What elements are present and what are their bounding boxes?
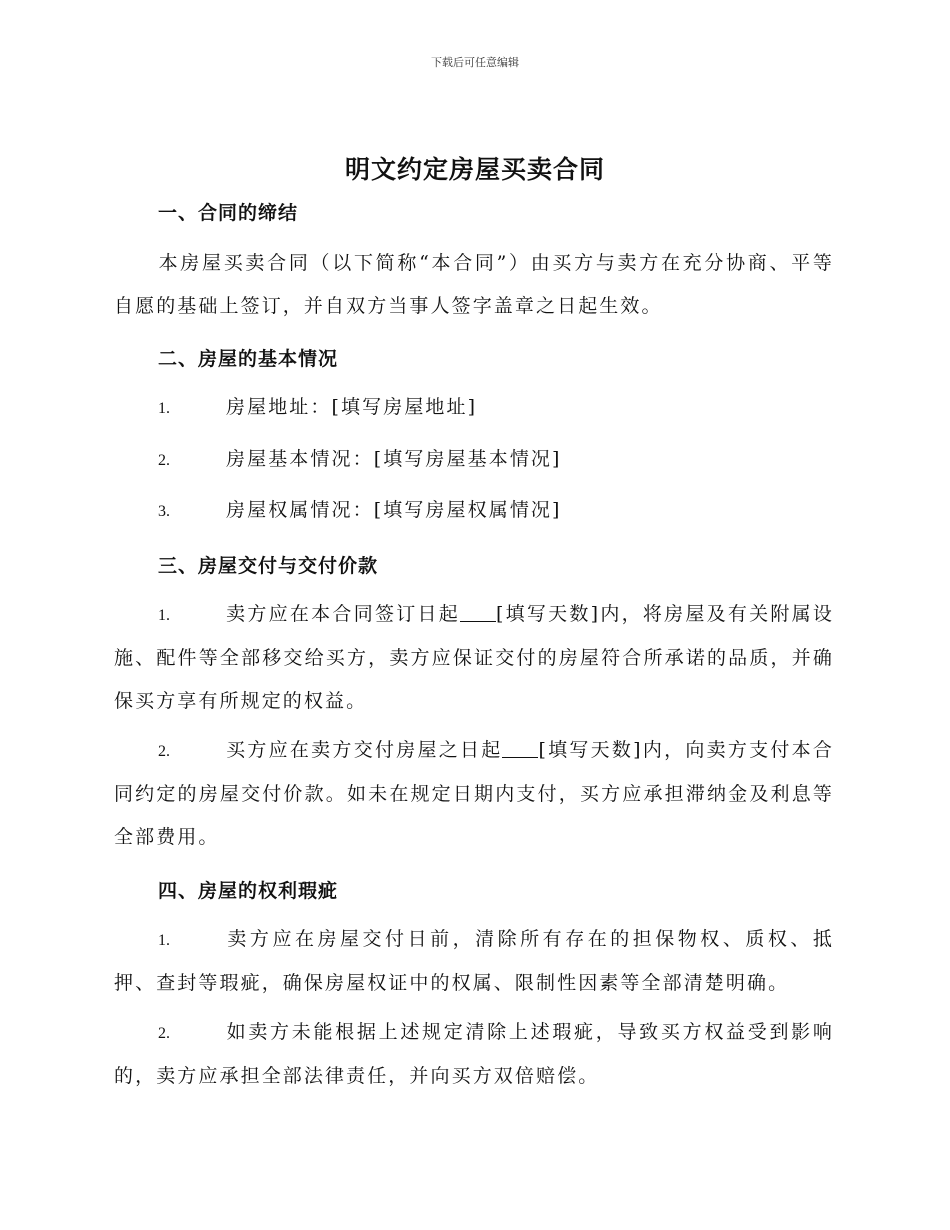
item-number: 2. <box>158 452 170 469</box>
fill-in-blank <box>502 739 538 758</box>
item-text-after-blank: [填写天数]内，将房屋及有关附属设施、配件等全部移交给买方，卖方应保证交付的房屋符合所承诺的品质，并确保买方享有所规定的权益。 <box>114 603 835 712</box>
item-text-before-blank: 买方应在卖方交付房屋之日起 <box>226 739 503 761</box>
section-4-item-2 <box>114 1011 834 1098</box>
section-1-paragraph-text: 本房屋买卖合同（以下简称“本合同”）由买方与卖方在充分协商、平等自愿的基础上签订，并自双方当事人签字盖章之日起生效。 <box>114 252 834 317</box>
item-text: 卖方应在房屋交付日前，清除所有存在的担保物权、质权、抵押、查封等瑕疵，确保房屋权证中的权属、限制性因素等全部清楚明确。 <box>114 928 834 994</box>
section-3-item-2 <box>114 729 834 859</box>
item-number: 1. <box>158 400 170 417</box>
section-heading-1: 一、合同的缔结 <box>158 202 299 224</box>
item-text: 如卖方未能根据上述规定清除上述瑕疵，导致买方权益受到影响的，卖方应承担全部法律责任，并向买方双倍赔偿。 <box>114 1021 834 1087</box>
section-2-item-1 <box>114 386 834 430</box>
section-3-item-1 <box>114 593 834 723</box>
section-heading-2: 二、房屋的基本情况 <box>158 348 339 370</box>
section-2-item-2 <box>114 438 834 482</box>
item-text-before-blank: 卖方应在本合同签订日起 <box>226 603 460 625</box>
section-4-item-1 <box>114 918 834 1005</box>
item-text: 房屋基本情况：[填写房屋基本情况] <box>226 448 562 470</box>
section-1-paragraph <box>114 242 834 328</box>
document-title: 明文约定房屋买卖合同 <box>344 155 605 184</box>
item-text: 房屋地址：[填写房屋地址] <box>226 396 478 418</box>
header-note: 下载后可任意编辑 <box>431 56 519 69</box>
item-number: 2. <box>158 1025 170 1042</box>
item-number: 1. <box>158 932 170 949</box>
item-number: 2. <box>158 743 170 760</box>
item-text: 房屋权属情况：[填写房屋权属情况] <box>226 499 562 521</box>
item-number: 3. <box>158 503 170 520</box>
section-heading-3: 三、房屋交付与交付价款 <box>158 555 379 577</box>
item-number: 1. <box>158 607 170 624</box>
fill-in-blank <box>460 603 496 622</box>
section-2-item-3 <box>114 489 834 533</box>
section-heading-4: 四、房屋的权利瑕疵 <box>158 880 339 902</box>
item-text-after-blank: [填写天数]内，向卖方支付本合同约定的房屋交付价款。如未在规定日期内支付，买方应承担滞纳金及利息等全部费用。 <box>114 739 834 848</box>
